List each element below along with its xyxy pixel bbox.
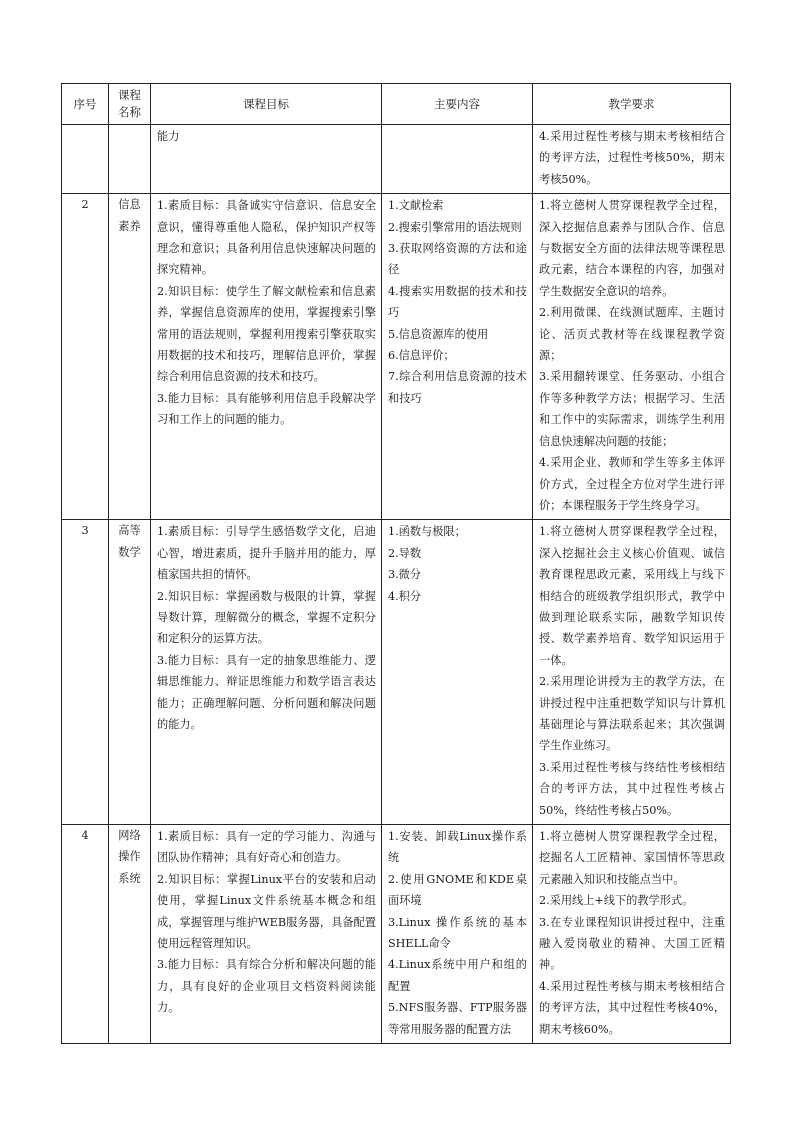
course-name xyxy=(109,194,151,520)
course-requirements xyxy=(533,194,731,520)
content-item: 6.信息评价； xyxy=(388,349,455,363)
header-row xyxy=(62,84,731,125)
content-item: 5.NFS服务器、FTP服务器等常用服务器的配置方法 xyxy=(388,1001,527,1036)
requirement-item: 4.采用过程性考核与期末考核相结合的考评方法，过程性考核50%，期末考核50%。 xyxy=(539,130,725,186)
course-name xyxy=(109,825,151,1044)
content-item: 2.导数 xyxy=(388,546,422,560)
requirement-item: 3.采用过程性考核与终结性考核相结合的考评方法，其中过程性考核占50%，终结性考核占50%。 xyxy=(539,760,725,817)
course-name-line: 高等 xyxy=(118,524,141,538)
curriculum-table xyxy=(61,83,731,1044)
content-item: 7.综合利用信息资源的技术和技巧 xyxy=(388,370,527,405)
goal-item: 1.素质目标：具有一定的学习能力、沟通与团队协作精神；具有好奇心和创造力。 xyxy=(157,830,376,865)
course-requirements xyxy=(533,520,731,825)
course-name-line: 操作 xyxy=(118,850,141,864)
course-name-line: 信息 xyxy=(118,198,141,212)
course-name-line: 系统 xyxy=(118,871,141,885)
content-item: 4.积分 xyxy=(388,589,422,603)
goal-item: 2.知识目标：掌握Linux平台的安装和启动使用，掌握Linux文件系统基本概念和组成，掌握管理与维护WEB服务器，具备配置使用远程管理知识。 xyxy=(157,872,376,951)
course-name-line: 素养 xyxy=(118,219,141,233)
goal-item: 3.能力目标：具有一定的抽象思维能力、逻辑思维能力、辩证思维能力和数学语言表达能力；正确理解问题、分析问题和解决问题的能力。 xyxy=(157,653,376,731)
content-item: 1.安装、卸载Linux操作系统 xyxy=(388,830,527,865)
course-requirements xyxy=(533,125,731,194)
content-item: 2.搜索引擎常用的语法规则 xyxy=(388,220,522,234)
requirement-item: 3.采用翻转课堂、任务驱动、小组合作等多种教学方法；根据学习、生活和工作中的实际需求，训练学生利用信息快速解决问题的技能； xyxy=(539,370,725,448)
course-name-line: 数学 xyxy=(118,545,141,559)
header-requirements: 教学要求 xyxy=(533,84,731,125)
table-row xyxy=(62,194,731,520)
course-name xyxy=(109,520,151,825)
course-number: 4 xyxy=(62,825,109,1044)
goal-item: 1.素质目标：具备诚实守信意识、信息安全意识，懂得尊重他人隐私，保护知识产权等理念和意识；具备利用信息快速解决问题的探究精神。 xyxy=(157,199,376,277)
course-goals xyxy=(151,194,382,520)
content-item: 4.搜索实用数据的技术和技巧 xyxy=(388,284,527,320)
content-item: 3.微分 xyxy=(388,568,422,582)
table-row xyxy=(62,520,731,825)
content-item: 4.Linux系统中用户和组的配置 xyxy=(388,958,527,993)
goal-item: 3.能力目标：具有能够利用信息手段解决学习和工作上的问题的能力。 xyxy=(157,391,376,427)
header-index: 序号 xyxy=(62,84,109,125)
content-item: 3.获取网络资源的方法和途径 xyxy=(388,242,527,277)
content-item: 5.信息资源库的使用 xyxy=(388,327,489,341)
course-name-line: 网络 xyxy=(118,829,141,842)
requirement-item: 1.将立德树人贯穿课程教学全过程，深入挖掘社会主义核心价值观、诚信教育课程思政元素，采用线上与线下相结合的班级教学组织形式，教学中做到理论联系实际，融数学知识传授、数学素养培育、数学知识运用于一体。 xyxy=(539,525,725,667)
requirement-item: 4.采用过程性考核与期末考核相结合的考评方法，其中过程性考核40%，期末考核60%。 xyxy=(539,979,725,1036)
goal-item: 1.素质目标：引导学生感悟数学文化，启迪心智，增进素质，提升手脑并用的能力，厚植家国共担的情怀。 xyxy=(157,525,376,582)
course-requirements xyxy=(533,825,731,1044)
course-number xyxy=(62,125,109,194)
requirement-item: 2.采用线上+线下的教学形式。 xyxy=(539,894,694,908)
course-goals xyxy=(151,520,382,825)
course-number: 3 xyxy=(62,520,109,825)
content-item: 1.文献检索 xyxy=(388,199,444,213)
course-name xyxy=(109,125,151,194)
header-course-name-line: 名称 xyxy=(118,105,141,119)
content-item: 2.使用GNOME和KDE桌面环境 xyxy=(388,872,527,908)
requirement-item: 1.将立德树人贯穿课程教学全过程，挖掘名人工匠精神、家国情怀等思政元素融入知识和技能点当中。 xyxy=(539,830,725,886)
table-row xyxy=(62,825,731,1044)
goal-item: 能力 xyxy=(157,130,180,143)
header-content: 主要内容 xyxy=(382,84,533,125)
course-number: 2 xyxy=(62,194,109,520)
course-content xyxy=(382,125,533,194)
header-course-name xyxy=(109,84,151,125)
content-item: 3.Linux 操作系统的基本SHELL命令 xyxy=(388,915,527,951)
goal-item: 2.知识目标：掌握函数与极限的计算，掌握导数计算，理解微分的概念，掌握不定积分和定积分的运算方法。 xyxy=(157,589,376,646)
course-goals xyxy=(151,125,382,194)
requirement-item: 3.在专业课程知识讲授过程中，注重融入爱岗敬业的精神、大国工匠精神。 xyxy=(539,915,725,972)
table-row xyxy=(62,125,731,194)
course-content xyxy=(382,825,533,1044)
header-goals: 课程目标 xyxy=(151,84,382,125)
goal-item: 2.知识目标：使学生了解文献检索和信息素养，掌握信息资源库的使用，掌握搜索引擎常用的语法规则，掌握利用搜索引擎获取实用数据的技术和技巧，理解信息评价，掌握综合利用信息资源的技术和技巧。 xyxy=(157,284,376,384)
content-item: 1.函数与极限； xyxy=(388,525,466,539)
course-content xyxy=(382,520,533,825)
course-content xyxy=(382,194,533,520)
requirement-item: 2.采用理论讲授为主的教学方法，在讲授过程中注重把数学知识与计算机基础理论与算法联系起来；其次强调学生作业练习。 xyxy=(539,675,725,753)
course-goals xyxy=(151,825,382,1044)
header-course-name-line: 课程 xyxy=(118,88,141,102)
requirement-item: 4.采用企业、教师和学生等多主体评价方式，全过程全方位对学生进行评价；本课程服务于学生终身学习。 xyxy=(539,456,725,512)
requirement-item: 2.利用微课、在线测试题库、主题讨论、活页式教材等在线课程教学资源； xyxy=(539,306,725,363)
goal-item: 3.能力目标：具有综合分析和解决问题的能力，具有良好的企业项目文档资料阅读能力。 xyxy=(157,958,376,1015)
requirement-item: 1.将立德树人贯穿课程教学全过程，深入挖掘信息素养与团队合作、信息与数据安全方面的法律法规等课程思政元素，结合本课程的内容，加强对学生数据安全意识的培养。 xyxy=(539,199,725,298)
